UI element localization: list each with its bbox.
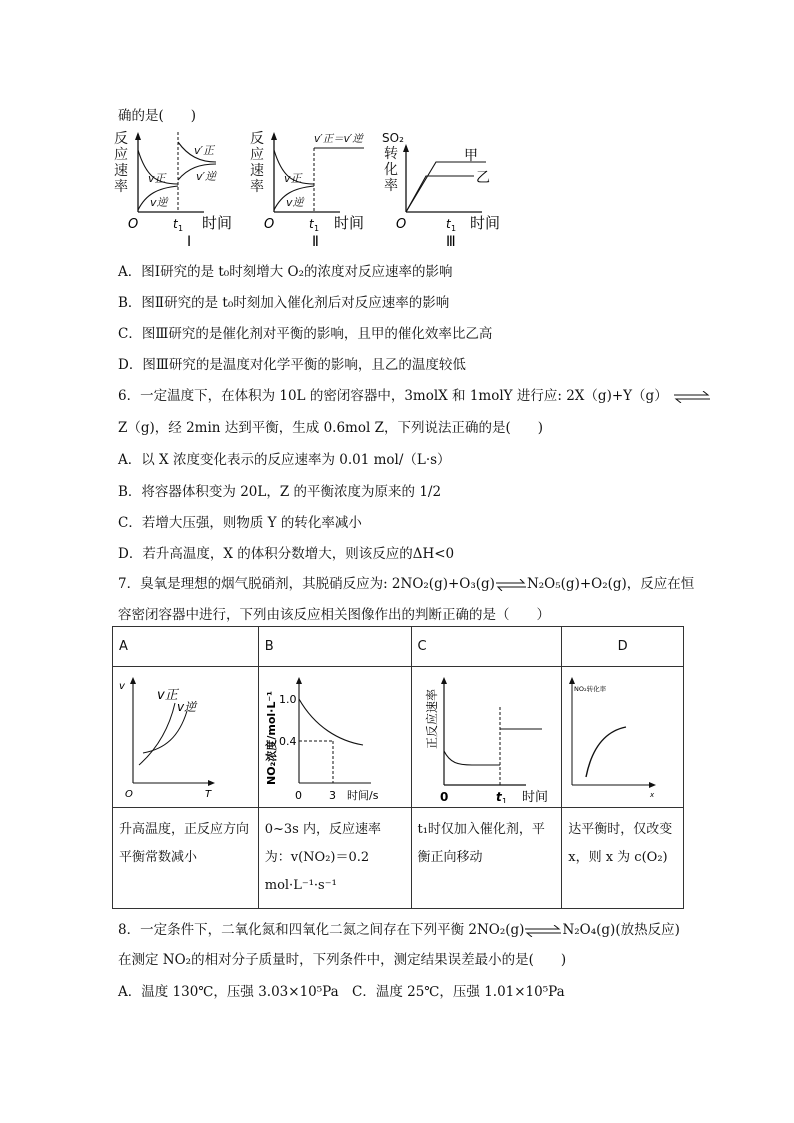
fig3-yi: 乙 xyxy=(476,170,490,186)
q8-text-1a: 8．一定条件下，二氧化氮和四氧化二氮之间存在下列平衡 2NO₂(g) xyxy=(118,922,525,938)
q7-graph-c xyxy=(412,667,561,803)
q7c-t-sub: 1 xyxy=(501,797,507,803)
q7b-x0: 0 xyxy=(294,789,302,802)
q7-header-d[interactable]: D xyxy=(562,627,684,667)
q7-caption-c: t₁时仅加入催化剂，平衡正向移动 xyxy=(411,808,562,909)
fig2-ylabel-2: 应 xyxy=(250,147,264,163)
q7a-v: v xyxy=(119,681,125,692)
q7c-ylabel: 正反应速率 xyxy=(424,688,439,749)
q7-caption-d: 达平衡时，仅改变 x，则 x 为 c(O₂) xyxy=(562,808,684,909)
fig3-ylabel-3: 化 xyxy=(384,162,398,178)
q7d-ylabel: NO₂转化率 xyxy=(574,685,607,693)
q5-option-d[interactable]: D．图Ⅲ研究的是温度对化学平衡的影响，且乙的温度较低 xyxy=(118,357,466,373)
q6-stem-line2: Z（g)，经 2min 达到平衡，生成 0.6mol Z，下列说法正确的是( ) xyxy=(118,420,543,436)
fig1-v-rev-prime: v′逆 xyxy=(196,170,217,183)
fig3-origin: O xyxy=(396,217,407,232)
q6-stem-line1 xyxy=(118,384,712,404)
fig3-ylabel-4: 率 xyxy=(384,178,398,194)
fig2-roman: Ⅱ xyxy=(312,234,319,250)
q7-graph-a-cell xyxy=(113,667,259,808)
q7-graph-b xyxy=(259,667,410,803)
fig1-origin: O xyxy=(128,217,139,232)
fig1-v-fwd: v正 xyxy=(148,172,166,185)
q6-option-b[interactable]: B．将容器体积变为 20L，Z 的平衡浓度为原来的 1/2 xyxy=(118,484,442,500)
figure-3-conversion-graph xyxy=(378,126,508,250)
fig2-v-fwd: v正 xyxy=(284,172,302,185)
q7-header-c[interactable]: C xyxy=(411,627,562,667)
fig1-v-rev: v逆 xyxy=(150,196,168,209)
q7a-origin: O xyxy=(125,789,133,800)
q7-caption-b: 0~3s 内，反应速率为：v(NO₂)＝0.2 mol·L⁻¹·s⁻¹ xyxy=(258,808,411,909)
fig2-origin: O xyxy=(264,217,275,232)
q7-graph-d-cell xyxy=(562,667,684,808)
q5-option-b[interactable]: B．图Ⅱ研究的是 t₀时刻加入催化剂后对反应速率的影响 xyxy=(118,295,450,311)
fig3-ylabel-1: SO₂ xyxy=(382,131,404,145)
fig3-line-yi xyxy=(406,176,474,212)
q7a-T: T xyxy=(205,789,212,800)
q7-stem-line1 xyxy=(118,572,694,592)
fig2-xlabel: 时间 xyxy=(334,214,365,232)
fig3-t-sub: 1 xyxy=(451,224,457,233)
q6-option-c[interactable]: C．若增大压强，则物质 Y 的转化率减小 xyxy=(118,515,362,531)
fig2-ylabel-4: 率 xyxy=(250,179,264,195)
fig1-t: t xyxy=(173,217,178,231)
fig2-equal-label: v′正＝v′逆 xyxy=(314,133,363,145)
fig3-t: t xyxy=(446,217,451,231)
q7b-x3: 3 xyxy=(328,789,336,802)
q7a-fwd: v正 xyxy=(157,688,178,703)
fig2-t-sub: 1 xyxy=(314,224,320,233)
q8-stem-line1 xyxy=(118,918,680,938)
q7b-y2: 0.4 xyxy=(278,735,297,748)
equilibrium-arrow-icon xyxy=(495,579,527,591)
q7c-t: t xyxy=(495,790,502,803)
question-continuation: 确的是( ) xyxy=(118,108,197,124)
q7c-origin: 0 xyxy=(439,790,448,803)
fig1-xlabel: 时间 xyxy=(202,214,233,232)
q7-text-1a: 7．臭氧是理想的烟气脱硝剂，其脱硝反应为: 2NO₂(g)+O₃(g) xyxy=(118,576,495,592)
equilibrium-arrow-icon xyxy=(524,925,562,937)
fig2-t: t xyxy=(309,217,314,231)
q7-header-b[interactable]: B xyxy=(258,627,411,667)
fig1-t-sub: 1 xyxy=(178,224,184,233)
fig2-ylabel-1: 反 xyxy=(250,131,264,147)
q7c-xlabel: 时间 xyxy=(521,790,548,803)
fig3-xlabel: 时间 xyxy=(470,214,501,232)
fig2-v-rev: v逆 xyxy=(286,196,304,209)
fig1-ylabel-1: 反 xyxy=(114,131,128,147)
fig3-jia: 甲 xyxy=(464,148,478,164)
figure-1-rate-graph xyxy=(112,126,250,250)
figure-2-rate-graph xyxy=(248,126,378,250)
q7b-xlabel: 时间/s xyxy=(346,789,379,802)
fig1-ylabel-2: 应 xyxy=(114,147,128,163)
fig3-ylabel-2: 转 xyxy=(384,146,398,162)
q7a-rev: v逆 xyxy=(177,700,197,714)
q8-option-a[interactable]: A．温度 130℃，压强 3.03×10⁵Pa xyxy=(118,984,339,1000)
fig1-ylabel-4: 率 xyxy=(114,179,128,195)
q5-option-a[interactable]: A．图Ⅰ研究的是 t₀时刻增大 O₂的浓度对反应速率的影响 xyxy=(118,264,453,280)
q6-option-a[interactable]: A．以 X 浓度变化表示的反应速率为 0.01 mol/（L·s） xyxy=(118,452,451,468)
equilibrium-arrow-icon xyxy=(672,391,712,403)
fig1-ylabel-3: 速 xyxy=(114,163,128,179)
fig3-roman: Ⅲ xyxy=(446,234,456,250)
q7b-y1: 1.0 xyxy=(278,693,297,706)
fig1-v-fwd-prime: v′正 xyxy=(194,144,215,157)
q7-graph-a xyxy=(113,667,257,803)
fig1-roman: Ⅰ xyxy=(187,234,192,250)
q6-option-d[interactable]: D．若升高温度，X 的体积分数增大，则该反应的ΔH<0 xyxy=(118,546,455,562)
q5-option-c[interactable]: C．图Ⅲ研究的是催化剂对平衡的影响，且甲的催化效率比乙高 xyxy=(118,326,493,342)
q7-graph-d xyxy=(562,667,682,803)
q8-text-1b: N₂O₄(g)(放热反应) xyxy=(562,922,680,938)
q8-stem-line2: 在测定 NO₂的相对分子质量时，下列条件中，测定结果误差最小的是( ) xyxy=(118,952,567,968)
fig3-line-jia xyxy=(406,162,486,212)
q8-option-c[interactable]: C．温度 25℃，压强 1.01×10⁵Pa xyxy=(352,984,565,1000)
q7-graph-c-cell xyxy=(411,667,562,808)
q7-stem-line2: 容密闭容器中进行，下列由该反应相关图像作出的判断正确的是（ ） xyxy=(118,607,550,623)
q7-header-a[interactable]: A xyxy=(113,627,259,667)
q7-options-table xyxy=(112,626,684,909)
q6-text-1: 6．一定温度下，在体积为 10L 的密闭容器中，3molX 和 1molY 进行应: 2X（g)+Y（g） xyxy=(118,388,668,404)
q7-caption-a: 升高温度，正反应方向平衡常数减小 xyxy=(113,808,259,909)
q7d-xlabel: x xyxy=(650,791,655,799)
q7b-ylabel: NO₂浓度/mol·L⁻¹ xyxy=(264,691,278,785)
q7-text-1b: N₂O₅(g)+O₂(g)，反应在恒 xyxy=(526,576,695,592)
fig2-ylabel-3: 速 xyxy=(250,163,264,179)
q7-graph-b-cell xyxy=(258,667,411,808)
